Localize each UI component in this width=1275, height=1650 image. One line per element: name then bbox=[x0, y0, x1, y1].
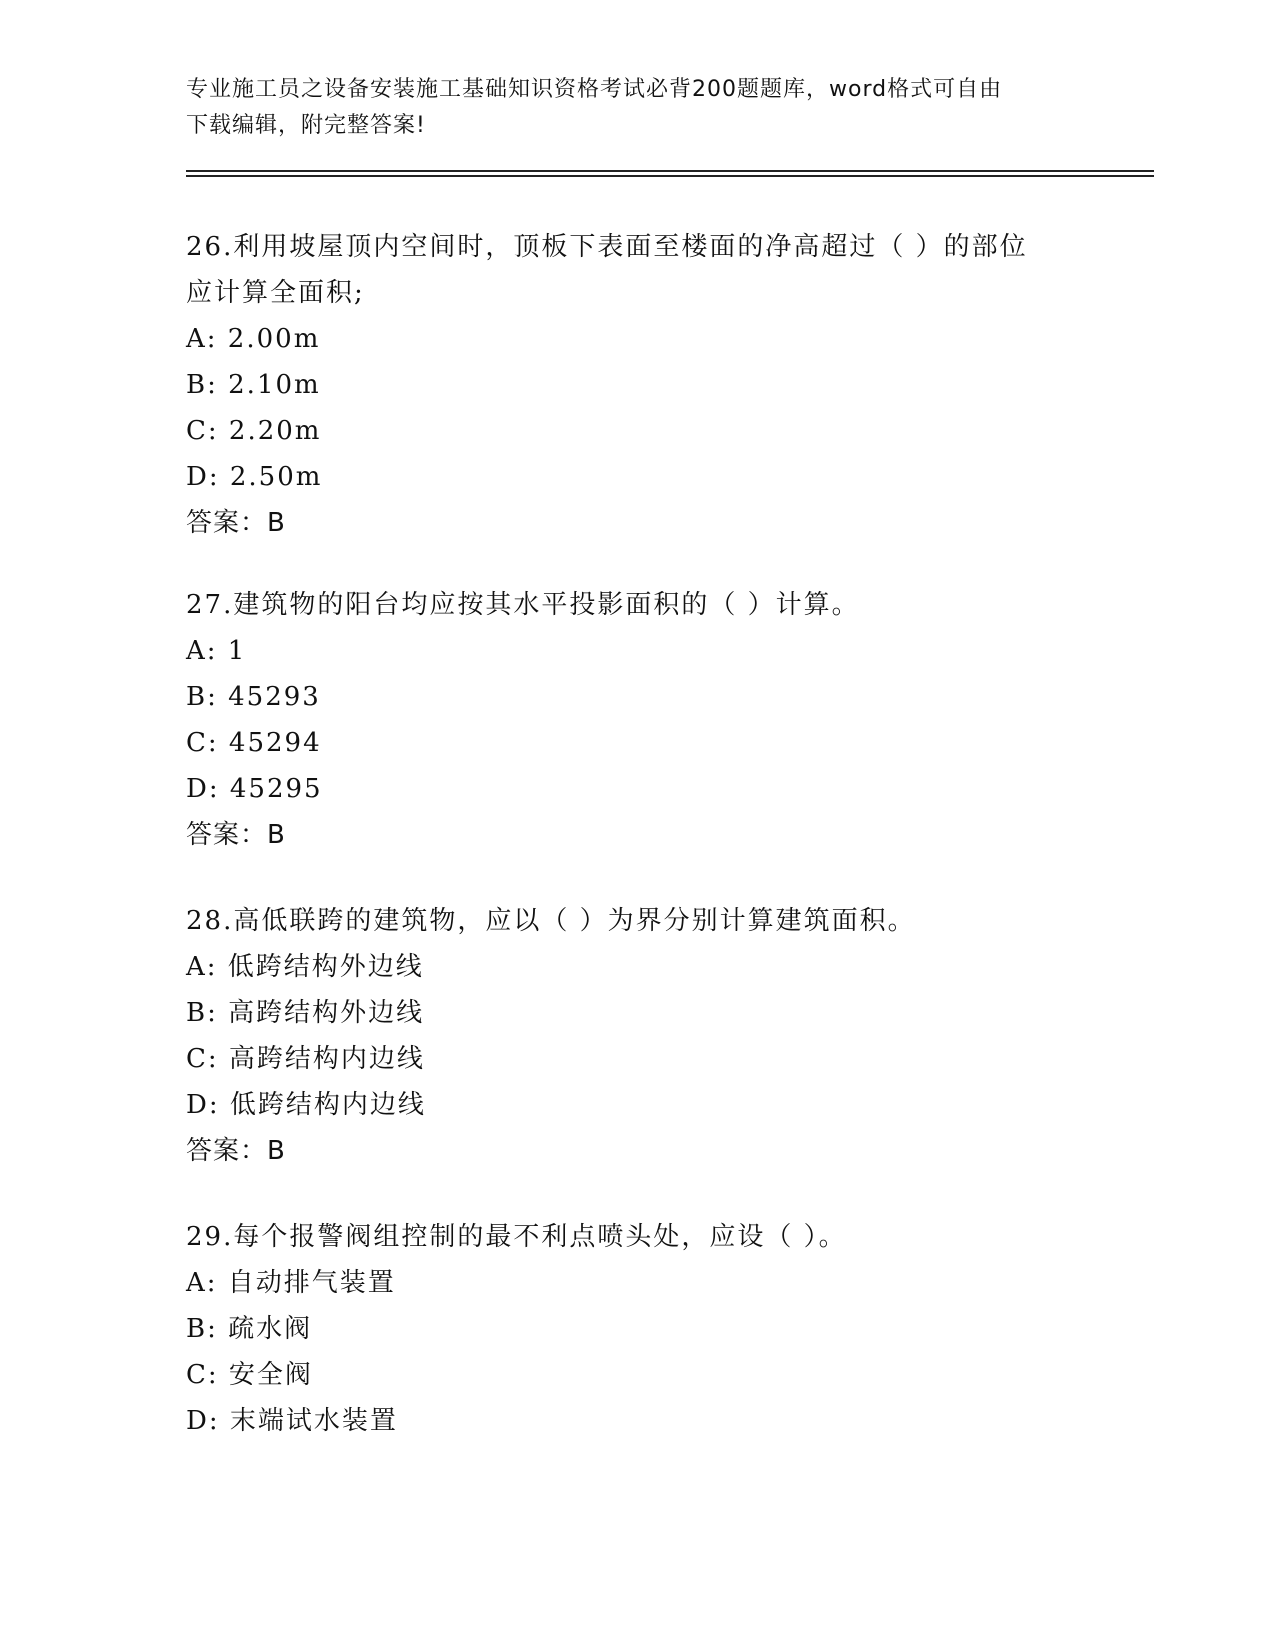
header-divider-bottom bbox=[186, 175, 1154, 177]
option-a: A: 低跨结构外边线 bbox=[186, 952, 424, 982]
answer: 答案：B bbox=[186, 508, 286, 538]
question-stem: 26.利用坡屋顶内空间时，顶板下表面至楼面的净高超过（ ）的部位 bbox=[186, 232, 1028, 262]
question-26 bbox=[186, 224, 1066, 546]
question-stem: 27.建筑物的阳台均应按其水平投影面积的（ ）计算。 bbox=[186, 590, 860, 620]
option-d: D: 低跨结构内边线 bbox=[186, 1090, 426, 1120]
question-29 bbox=[186, 1214, 1066, 1444]
option-d: D: 2.50m bbox=[186, 462, 323, 492]
question-stem: 29.每个报警阀组控制的最不利点喷头处，应设（ ）。 bbox=[186, 1222, 847, 1252]
header-line-2: 下载编辑，附完整答案! bbox=[186, 113, 426, 138]
answer: 答案：B bbox=[186, 1136, 286, 1166]
option-b: B: 45293 bbox=[186, 682, 321, 712]
answer: 答案：B bbox=[186, 820, 286, 850]
question-stem-continued: 应计算全面积; bbox=[186, 278, 365, 308]
option-b: B: 高跨结构外边线 bbox=[186, 998, 425, 1028]
option-d: D: 末端试水装置 bbox=[186, 1406, 398, 1436]
question-27 bbox=[186, 582, 1066, 858]
option-c: C: 高跨结构内边线 bbox=[186, 1044, 425, 1074]
option-a: A: 1 bbox=[186, 636, 247, 666]
document-header bbox=[186, 72, 1086, 144]
option-c: C: 2.20m bbox=[186, 416, 322, 446]
option-c: C: 45294 bbox=[186, 728, 322, 758]
header-line-1: 专业施工员之设备安装施工基础知识资格考试必背200题题库，word格式可自由 bbox=[186, 77, 1003, 102]
option-a: A: 2.00m bbox=[186, 324, 321, 354]
option-b: B: 疏水阀 bbox=[186, 1314, 313, 1344]
question-28 bbox=[186, 898, 1066, 1174]
option-b: B: 2.10m bbox=[186, 370, 321, 400]
option-a: A: 自动排气装置 bbox=[186, 1268, 396, 1298]
question-stem: 28.高低联跨的建筑物，应以（ ）为界分别计算建筑面积。 bbox=[186, 906, 916, 936]
header-divider-top bbox=[186, 170, 1154, 172]
option-d: D: 45295 bbox=[186, 774, 323, 804]
option-c: C: 安全阀 bbox=[186, 1360, 313, 1390]
